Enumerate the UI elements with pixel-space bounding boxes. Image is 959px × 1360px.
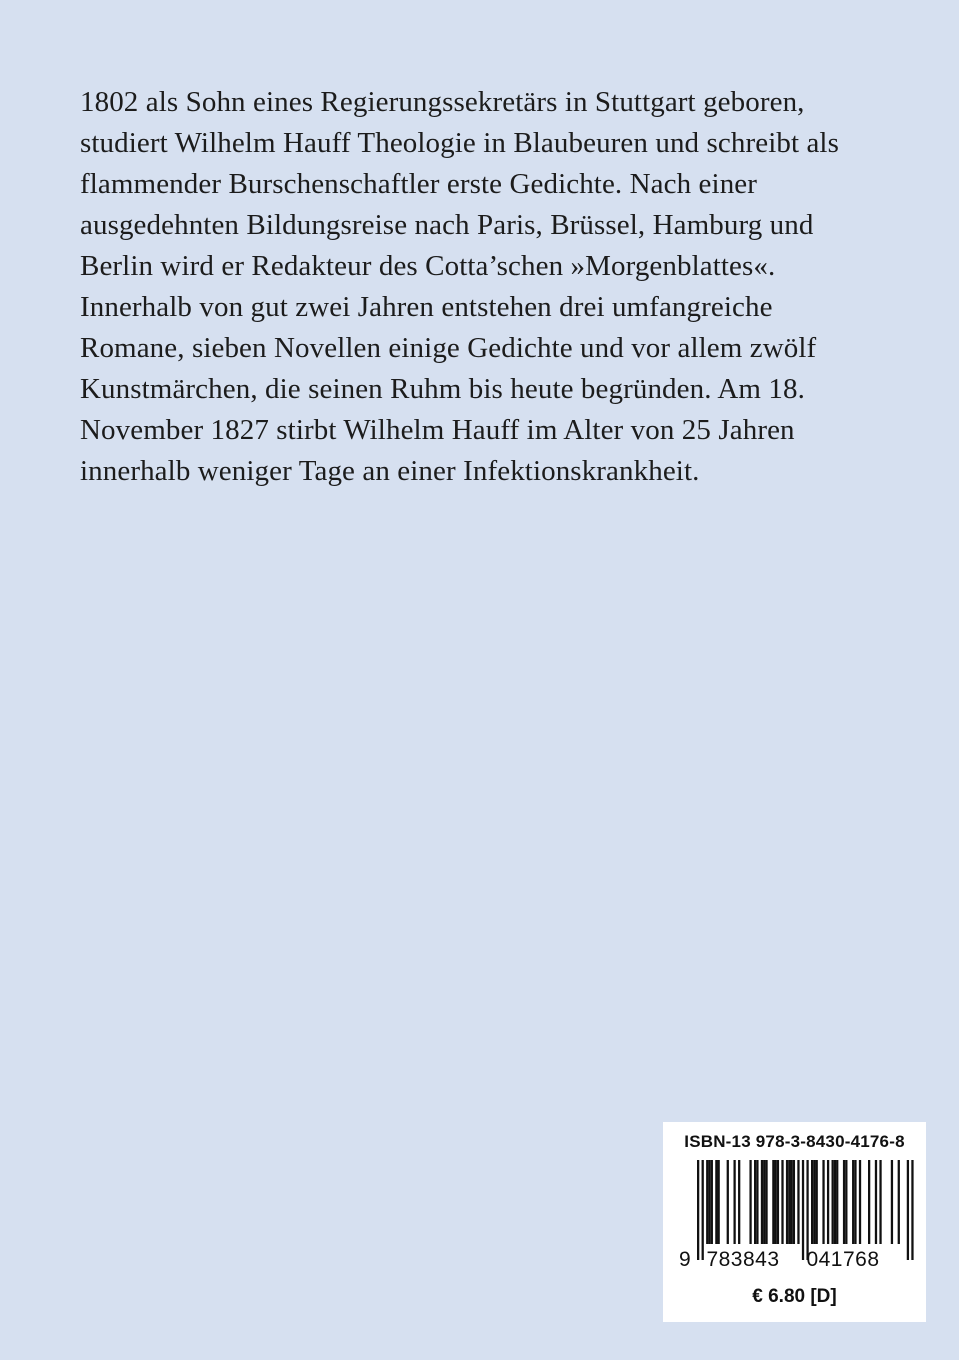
- blurb-line: flammender Burschenschaftler erste Gedichte. Nach einer: [80, 168, 758, 200]
- barcode-bar: [816, 1160, 818, 1244]
- barcode-bar: [790, 1160, 792, 1244]
- barcode-bar: [811, 1160, 813, 1244]
- barcode-bar: [786, 1160, 788, 1244]
- blurb-line: studiert Wilhelm Hauff Theologie in Blaubeuren und schreibt als: [80, 127, 839, 159]
- barcode-bar: [868, 1160, 870, 1244]
- back-cover-blurb: [80, 82, 880, 492]
- barcode-bar: [772, 1160, 774, 1244]
- barcode-bar: [697, 1160, 699, 1260]
- barcode-bar: [845, 1160, 847, 1244]
- barcode-bar: [802, 1160, 804, 1260]
- barcode-bar: [756, 1160, 758, 1244]
- barcode-bar: [718, 1160, 720, 1244]
- barcode-bar: [813, 1160, 815, 1244]
- barcode-bar: [702, 1160, 704, 1260]
- isbn-number: ISBN-13 978-3-8430-4176-8: [684, 1132, 905, 1151]
- barcode-bar: [775, 1160, 777, 1244]
- barcode-bar: [797, 1160, 799, 1244]
- blurb-line: Kunstmärchen, die seinen Ruhm bis heute begründen. Am 18.: [80, 373, 805, 405]
- barcode-bar: [832, 1160, 834, 1244]
- barcode-first-digit: 9: [679, 1248, 691, 1270]
- blurb-line: ausgedehnten Bildungsreise nach Paris, Brüssel, Hamburg und: [80, 209, 814, 241]
- barcode-bar: [708, 1160, 710, 1244]
- blurb-line: innerhalb weniger Tage an einer Infektionskrankheit.: [80, 455, 700, 487]
- barcode-bar: [727, 1160, 729, 1244]
- barcode-bar: [781, 1160, 783, 1244]
- barcode-bar: [806, 1160, 808, 1260]
- barcode-bar: [788, 1160, 790, 1244]
- barcode-bar: [763, 1160, 765, 1244]
- barcode-right-digits: 041768: [806, 1248, 880, 1270]
- barcode-bar: [836, 1160, 838, 1244]
- barcode-bar: [907, 1160, 909, 1260]
- barcode-bar: [879, 1160, 881, 1244]
- barcode-bar: [738, 1160, 740, 1244]
- blurb-line: Berlin wird er Redakteur des Cotta’schen »Morgenblattes«.: [80, 250, 776, 282]
- barcode-left-digits: 783843: [706, 1248, 780, 1270]
- blurb-line: 1802 als Sohn eines Regierungssekretärs in Stuttgart geboren,: [80, 86, 805, 118]
- barcode-bar: [852, 1160, 854, 1244]
- barcode-bar: [715, 1160, 717, 1244]
- barcode-bar: [891, 1160, 893, 1244]
- barcode-bar: [854, 1160, 856, 1244]
- barcode-bar: [859, 1160, 861, 1244]
- barcode-bar: [822, 1160, 824, 1244]
- blurb-line: Romane, sieben Novellen einige Gedichte und vor allem zwölf: [80, 332, 817, 364]
- barcode-bar: [911, 1160, 913, 1260]
- barcode-bar: [793, 1160, 795, 1244]
- barcode-icon: [675, 1160, 914, 1270]
- barcode-bar: [711, 1160, 713, 1244]
- barcode-bar: [834, 1160, 836, 1244]
- barcode-bar: [827, 1160, 829, 1244]
- price-label: € 6.80 [D]: [752, 1286, 837, 1307]
- barcode-bar: [706, 1160, 708, 1244]
- barcode-bar: [765, 1160, 767, 1244]
- barcode-bar: [875, 1160, 877, 1244]
- barcode-bar: [733, 1160, 735, 1244]
- isbn-barcode-label: [663, 1122, 926, 1322]
- barcode-bar: [761, 1160, 763, 1244]
- barcode-bar: [898, 1160, 900, 1244]
- barcode-bar: [754, 1160, 756, 1244]
- blurb-line: November 1827 stirbt Wilhelm Hauff im Alter von 25 Jahren: [80, 414, 795, 446]
- barcode-bar: [749, 1160, 751, 1244]
- barcode-bar: [843, 1160, 845, 1244]
- blurb-line: Innerhalb von gut zwei Jahren entstehen drei umfangreiche: [80, 291, 773, 323]
- barcode-bar: [777, 1160, 779, 1244]
